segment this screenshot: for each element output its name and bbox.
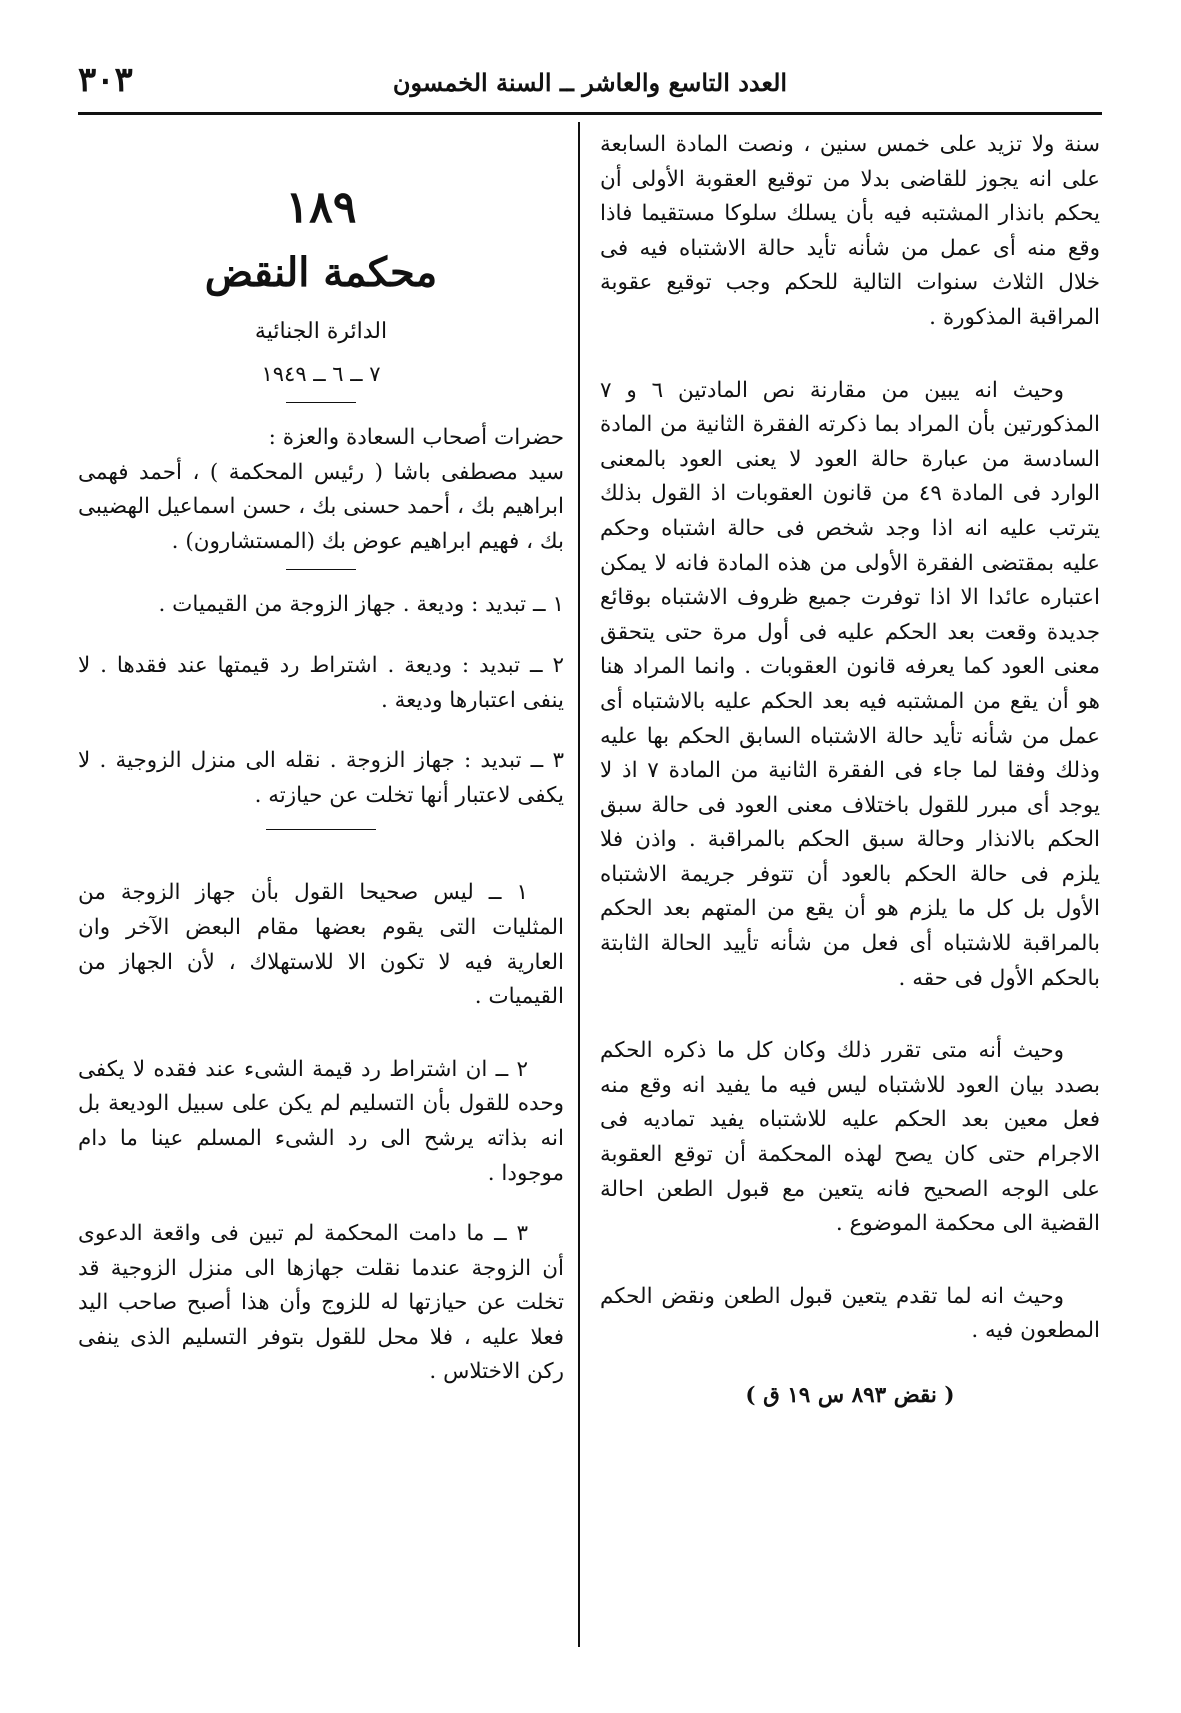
principle-3: ٣ ــ ما دامت المحكمة لم تبين فى واقعة الدعوى أن الزوجة عندما نقلت جهازها الى منزل الزوجية قد تخلت عن حيازتها له للزوج وأن هذا أصبح صاحب اليد فعلا عليه ، فلا محل للقول بتوفر التسليم الذى ينفى ركن الاختلاس . [78,1221,564,1385]
heading-1: ١ ــ تبديد : وديعة . جهاز الزوجة من القيميات . [158,592,564,618]
principle-1: ١ ــ ليس صحيحا القول بأن جهاز الزوجة من المثليات التى يقوم بعضها مقام البعض الآخر وان العارية فيه لا تكون الا للاستهلاك ، لأن الجهاز من القيميات . [78,880,564,1010]
case-number: ١٨٩ [285,182,357,233]
judgment-date: ٧ ــ ٦ ــ ١٩٤٩ [261,362,381,386]
divider-rule [286,569,356,570]
column-divider [578,122,580,1647]
principle-2: ٢ ــ ان اشتراط رد قيمة الشىء عند فقده لا يكفى وحده للقول بأن التسليم لم يكن على سبيل الوديعة بل انه بذاته يرشح الى رد الشىء المسلم عينا ما دام موجودا . [78,1056,564,1186]
right-column [600,128,1100,1414]
case-citation: ( نقض ٨٩٣ س ١٩ ق ) [745,1383,955,1408]
judges-list: سيد مصطفى باشا ( رئيس المحكمة ) ، أحمد فهمى ابراهيم بك ، أحمد حسنى بك ، حسن اسماعيل الهضيبى بك ، فهيم ابراهيم عوض بك (المستشارون) . [78,459,564,554]
court-name: محكمة النقض [204,249,438,296]
heading-2: ٢ ــ تبديد : وديعة . اشتراط رد قيمتها عند فقدها . لا ينفى اعتبارها وديعة . [78,652,564,713]
judgment-paragraph-1: سنة ولا تزيد على خمس سنين ، ونصت المادة السابعة على انه يجوز للقاضى بدلا من توقيع العقوبة الأولى أن يحكم بانذار المشتبه فيه بأن يسلك سلوكا مستقيما فاذا وقع منه أى عمل من شأنه تأيد حالة الاشتباه فيه فى خلال الثلاث سنوات التالية للحكم وجب توقيع عقوبة المراقبة المذكورة . [600,132,1100,330]
heading-3: ٣ ــ تبديد : جهاز الزوجة . نقله الى منزل الزوجية . لا يكفى لاعتبار أنها تخلت عن حيازته . [78,748,564,808]
judges-intro: حضرات أصحاب السعادة والعزة : [268,425,564,450]
divider-rule [286,402,356,403]
page-number: ٣٠٣ [78,60,133,100]
judgment-paragraph-4: وحيث انه لما تقدم يتعين قبول الطعن ونقض الحكم المطعون فيه . [600,1283,1100,1344]
judgment-paragraph-3: وحيث أنه متى تقرر ذلك وكان كل ما ذكره الحكم بصدد بيان العود للاشتباه ليس فيه ما يفيد انه وقع منه فعل معين بعد الحكم عليه للاشتباه يفيد تماديه فى الاجرام حتى كان يصح لهذه المحكمة أن توقع العقوبة على الوجه الصحيح فانه يتعين مع قبول الطعن احالة القضية الى محكمة الموضوع . [600,1038,1100,1237]
left-column [78,178,564,1390]
judgment-paragraph-2: وحيث انه يبين من مقارنة نص المادتين ٦ و ٧ المذكورتين بأن المراد بما ذكرته الفقرة الثانية من المادة السادسة من عبارة حالة العود لا يعنى العود بالمعنى الوارد فى المادة ٤٩ من قانون العقوبات اذ القول بذلك يترتب عليه انه اذا وجد شخص فى حالة اشتباه وحكم عليه بمقتضى الفقرة الأولى من هذه المادة فانه لا يمكن اعتباره عائدا الا اذا توفرت جميع ظروف الاشتباه بوقائع جديدة وقعت بعد الحكم عليه فى أول مرة حتى يتحقق معنى العود كما يعرفه قانون العقوبات . وانما المراد هنا هو أن يقع من المشتبه فيه بعد الحكم عليه بالاشتباه أى عمل من شأنه تأيد حالة الاشتباه السابق الحكم بها عليه وذلك وفقا لما جاء فى الفقرة الثانية من المادة ٧ اذ لا يوجد أى مبرر للقول باختلاف معنى العود فى حالة سبق الحكم بالانذار وحالة سبق الحكم بالمراقبة . واذن فلا يلزم فى حالة الحكم بالعود أن تتوفر جريمة الاشتباه الأول بل كل ما يلزم هو أن يقع من المتهم بعد الحكم بالمراقبة للاشتباه أى فعل من شأنه تأييد الحالة الثابتة بالحكم الأول فى حقه . [600,377,1101,991]
header-rule [78,112,1102,115]
page-header [78,58,1102,118]
divider-rule [266,829,376,830]
court-circuit: الدائرة الجنائية [254,319,388,344]
journal-issue-title: العدد التاسع والعاشر ــ السنة الخمسون [392,68,788,97]
